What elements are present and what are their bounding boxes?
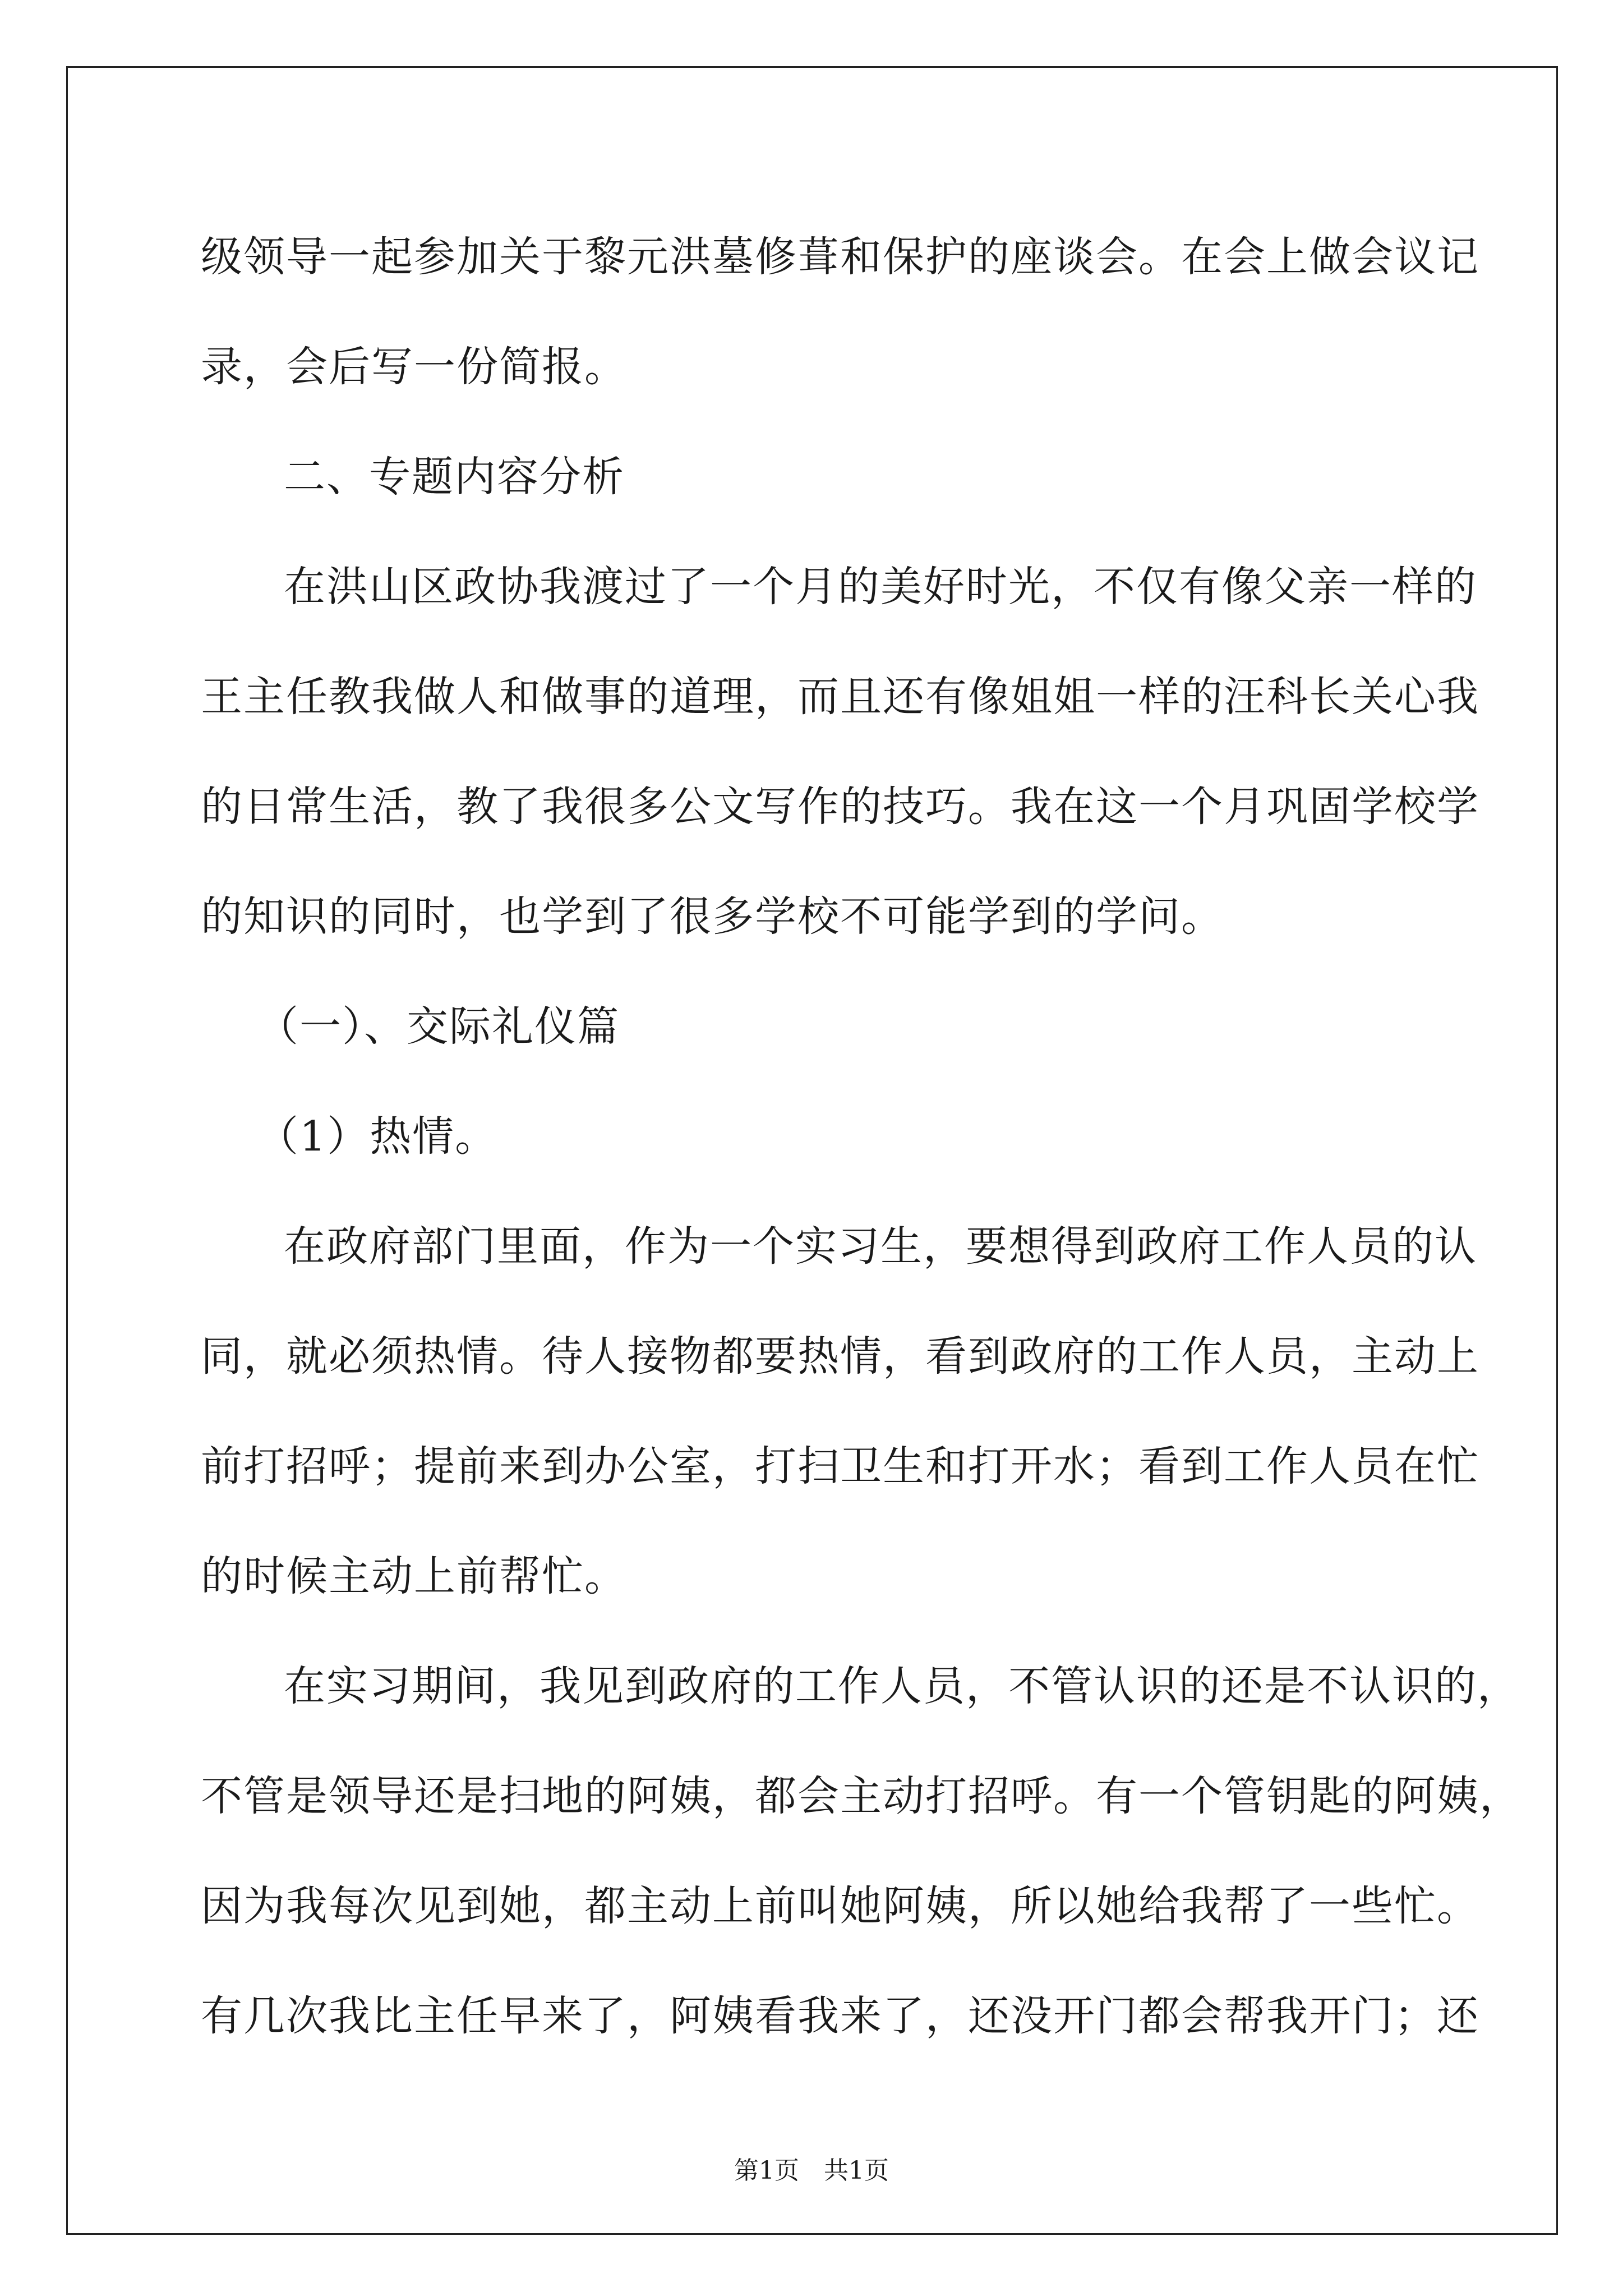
text-line: 有几次我比主任早来了，阿姨看我来了，还没开门都会帮我开门；还: [201, 1992, 1479, 2040]
page-number: 第1页 共1页: [734, 2156, 889, 2185]
text-line: 王主任教我做人和做事的道理，而且还有像姐姐一样的汪科长关心我: [201, 673, 1479, 721]
document-body: [201, 202, 1522, 2071]
subsection-heading: （一）、交际礼仪篇: [257, 1002, 620, 1051]
text-line: 前打招呼；提前来到办公室，打扫卫生和打开水；看到工作人员在忙: [201, 1442, 1479, 1490]
text-line: 的知识的同时，也学到了很多学校不可能学到的学问。: [201, 892, 1224, 941]
text-line: 同，就必须热情。待人接物都要热情，看到政府的工作人员，主动上: [201, 1332, 1479, 1381]
text-line: 录，会后写一份简报。: [201, 343, 627, 391]
text-line: 在洪山区政协我渡过了一个月的美好时光，不仅有像父亲一样的: [284, 563, 1477, 611]
section-heading: 二、专题内容分析: [284, 453, 625, 501]
item-heading: （1）热情。: [257, 1112, 498, 1161]
text-line: 在政府部门里面，作为一个实习生，要想得到政府工作人员的认: [284, 1222, 1477, 1271]
text-line: 不管是领导还是扫地的阿姨，都会主动打招呼。有一个管钥匙的阿姨，: [201, 1772, 1522, 1820]
page-footer: [0, 2154, 1623, 2188]
text-line: 的时候主动上前帮忙。: [201, 1552, 627, 1600]
text-line: 的日常生活，教了我很多公文写作的技巧。我在这一个月巩固学校学: [201, 783, 1479, 831]
text-line: 因为我每次见到她，都主动上前叫她阿姨，所以她给我帮了一些忙。: [201, 1882, 1479, 1930]
text-line: 在实习期间，我见到政府的工作人员，不管认识的还是不认识的，: [284, 1662, 1520, 1710]
text-line: 级领导一起参加关于黎元洪墓修葺和保护的座谈会。在会上做会议记: [201, 233, 1479, 281]
